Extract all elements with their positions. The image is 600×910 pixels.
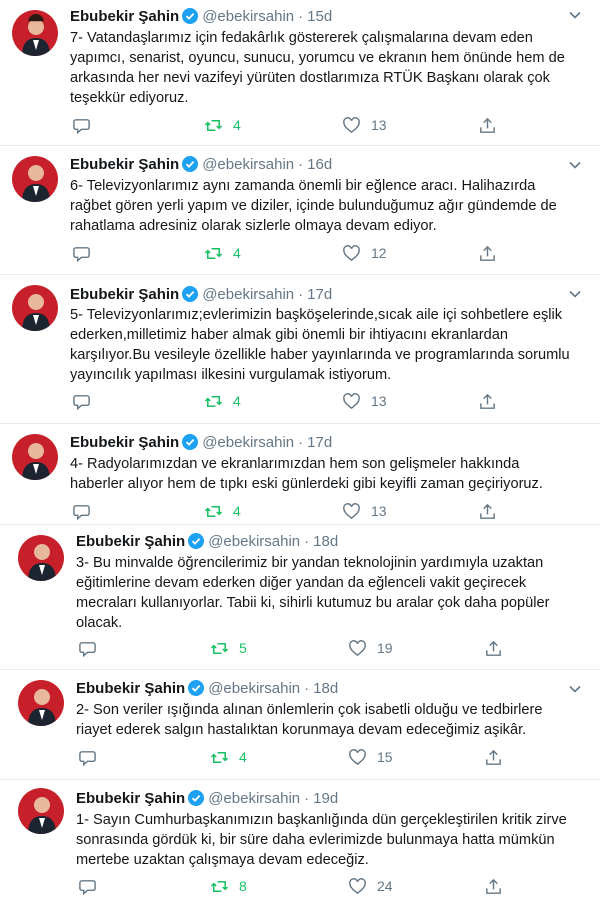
retweet-button[interactable] — [210, 746, 247, 768]
author-name[interactable]: Ebubekir Şahin — [76, 679, 186, 697]
share-icon — [478, 116, 497, 135]
author-handle[interactable]: @ebekirsahin — [202, 155, 295, 173]
verified-badge-icon — [182, 286, 198, 302]
avatar[interactable] — [12, 285, 58, 331]
tweet-time[interactable]: 17d — [307, 433, 333, 451]
tweet[interactable] — [0, 424, 600, 525]
tweet-time[interactable]: 16d — [307, 155, 333, 173]
retweet-button[interactable] — [204, 500, 241, 522]
separator-dot: · — [304, 789, 310, 807]
reply-icon — [78, 639, 97, 658]
share-icon — [484, 639, 503, 658]
verified-badge-icon — [188, 533, 204, 549]
like-count: 12 — [371, 245, 387, 261]
tweet-time[interactable]: 18d — [313, 532, 339, 550]
retweet-count: 4 — [239, 749, 247, 765]
like-count: 13 — [371, 393, 387, 409]
tweet-text: 1- Sayın Cumhurbaşkanımızın başkanlığında dün gerçekleştirilen kritik zirve sonrasında gördük ki, bir süre daha evlerimizde bulunmaya hatta mümkün mertebe uzaktan çalışmaya devam edeceğiz. — [76, 812, 567, 868]
author-handle[interactable]: @ebekirsahin — [202, 285, 295, 303]
like-button[interactable] — [348, 637, 393, 659]
retweet-icon — [204, 116, 223, 135]
tweet-text: 3- Bu minvalde öğrencilerimiz bir yandan teknolojinin yardımıyla uzaktan eğitimlerine devam ederken diğer yandan da eğlenceli vakit geçirecek mecraları kullanıyorlar. Tabii ki, sihirli kutumuz bu aralar çok daha popüler olacak. — [76, 555, 550, 631]
author-handle[interactable]: @ebekirsahin — [208, 532, 301, 550]
reply-button[interactable] — [72, 500, 91, 522]
verified-badge-icon — [188, 680, 204, 696]
retweet-count: 4 — [233, 245, 241, 261]
reply-icon — [72, 392, 91, 411]
retweet-button[interactable] — [204, 390, 241, 412]
separator-dot: · — [298, 7, 304, 25]
reply-button[interactable] — [78, 875, 97, 897]
tweet-time[interactable]: 17d — [307, 285, 333, 303]
heart-icon — [348, 748, 367, 767]
retweet-count: 8 — [239, 878, 247, 894]
tweet[interactable] — [0, 670, 600, 780]
author-name[interactable]: Ebubekir Şahin — [70, 285, 180, 303]
retweet-icon — [210, 877, 229, 896]
tweet-text: 4- Radyolarımızdan ve ekranlarımızdan hem son gelişmeler hakkında haberler alıyor hem de tıpkı eski günlerdeki gibi keyifli zaman geçiriyoruz. — [70, 456, 543, 492]
share-icon — [484, 877, 503, 896]
share-button[interactable] — [484, 746, 503, 768]
like-count: 24 — [377, 878, 393, 894]
reply-button[interactable] — [72, 390, 91, 412]
reply-button[interactable] — [72, 242, 91, 264]
heart-icon — [342, 392, 361, 411]
tweet-text: 5- Televizyonlarımız;evlerimizin başköşelerinde,sıcak aile içi sohbetlere eşlik ederken,milletimiz haber almak gibi önemli bir ihtiyacını ekranlardan karşılıyor.Bu vesileyle özellikle haber yayınlarında ve programlarında sorumlu yayıncılık yapılması ilkesini vurgulamak istiyorum. — [70, 307, 570, 383]
reply-icon — [72, 244, 91, 263]
separator-dot: · — [298, 433, 304, 451]
share-button[interactable] — [484, 637, 503, 659]
avatar[interactable] — [18, 788, 64, 834]
share-button[interactable] — [478, 500, 497, 522]
reply-icon — [78, 877, 97, 896]
tweet[interactable] — [0, 146, 600, 275]
tweet[interactable] — [0, 780, 600, 910]
heart-icon — [342, 116, 361, 135]
heart-icon — [348, 877, 367, 896]
author-handle[interactable]: @ebekirsahin — [202, 433, 295, 451]
separator-dot: · — [298, 285, 304, 303]
separator-dot: · — [304, 679, 310, 697]
avatar[interactable] — [18, 535, 64, 581]
retweet-button[interactable] — [204, 242, 241, 264]
retweet-count: 4 — [233, 503, 241, 519]
like-count: 13 — [371, 503, 387, 519]
retweet-count: 5 — [239, 640, 247, 656]
share-icon — [478, 392, 497, 411]
verified-badge-icon — [182, 8, 198, 24]
like-button[interactable] — [348, 875, 393, 897]
author-name[interactable]: Ebubekir Şahin — [70, 155, 180, 173]
share-button[interactable] — [478, 114, 497, 136]
retweet-button[interactable] — [204, 114, 241, 136]
retweet-button[interactable] — [210, 637, 247, 659]
author-handle[interactable]: @ebekirsahin — [202, 7, 295, 25]
separator-dot: · — [298, 155, 304, 173]
separator-dot: · — [304, 532, 310, 550]
heart-icon — [342, 502, 361, 521]
chevron-down-icon[interactable] — [568, 158, 582, 172]
retweet-icon — [210, 748, 229, 767]
share-icon — [478, 244, 497, 263]
avatar[interactable] — [12, 156, 58, 202]
share-icon — [484, 748, 503, 767]
verified-badge-icon — [182, 434, 198, 450]
author-handle[interactable]: @ebekirsahin — [208, 789, 301, 807]
retweet-count: 4 — [233, 393, 241, 409]
reply-button[interactable] — [78, 746, 97, 768]
author-name[interactable]: Ebubekir Şahin — [76, 789, 186, 807]
tweet-time[interactable]: 15d — [307, 7, 333, 25]
like-button[interactable] — [342, 390, 387, 412]
like-count: 13 — [371, 117, 387, 133]
tweet-text: 7- Vatandaşlarımız için fedakârlık göstererek çalışmalarına devam eden yapımcı, senarist, oyuncu, sunucu, yorumcu ve ekranın hem önünde hem de arkasında her nevi vazifeyi yürüten dostlarımıza RTÜK Başkanı olarak çok teşekkür ediyoruz. — [70, 30, 565, 106]
avatar[interactable] — [18, 680, 64, 726]
verified-badge-icon — [188, 790, 204, 806]
reply-icon — [72, 502, 91, 521]
share-button[interactable] — [484, 875, 503, 897]
author-name[interactable]: Ebubekir Şahin — [70, 433, 180, 451]
author-name[interactable]: Ebubekir Şahin — [70, 7, 180, 25]
heart-icon — [342, 244, 361, 263]
verified-badge-icon — [182, 156, 198, 172]
retweet-button[interactable] — [210, 875, 247, 897]
retweet-icon — [210, 639, 229, 658]
reply-icon — [78, 748, 97, 767]
retweet-count: 4 — [233, 117, 241, 133]
author-name[interactable]: Ebubekir Şahin — [76, 532, 186, 550]
like-button[interactable] — [342, 242, 387, 264]
tweet-text: 6- Televizyonlarımız aynı zamanda önemli bir eğlence aracı. Halihazırda rağbet gören yerli yapım ve diziler, içinde bulunduğumuz ağır gündemde de rahatlama adresiniz olarak sizlerle olmaya devam ediyor. — [70, 178, 557, 234]
share-button[interactable] — [478, 390, 497, 412]
like-count: 15 — [377, 749, 393, 765]
like-button[interactable] — [348, 746, 393, 768]
reply-button[interactable] — [78, 637, 97, 659]
retweet-icon — [204, 244, 223, 263]
retweet-icon — [204, 502, 223, 521]
chevron-down-icon[interactable] — [568, 682, 582, 696]
author-handle[interactable]: @ebekirsahin — [208, 679, 301, 697]
chevron-down-icon[interactable] — [568, 8, 582, 22]
tweet[interactable] — [0, 275, 600, 424]
heart-icon — [348, 639, 367, 658]
tweet-time[interactable]: 19d — [313, 789, 339, 807]
tweet[interactable] — [0, 525, 600, 670]
avatar[interactable] — [12, 10, 58, 56]
like-count: 19 — [377, 640, 393, 656]
like-button[interactable] — [342, 114, 387, 136]
chevron-down-icon[interactable] — [568, 287, 582, 301]
avatar[interactable] — [12, 434, 58, 480]
retweet-icon — [204, 392, 223, 411]
reply-button[interactable] — [72, 114, 91, 136]
tweet[interactable] — [0, 0, 600, 146]
like-button[interactable] — [342, 500, 387, 522]
tweet-time[interactable]: 18d — [313, 679, 339, 697]
share-icon — [478, 502, 497, 521]
share-button[interactable] — [478, 242, 497, 264]
tweet-text: 2- Son veriler ışığında alınan önlemlerin çok isabetli olduğu ve tedbirlere riayet ederek salgın hastalıktan korunmaya devam edeceğimiz aşikâr. — [76, 702, 543, 738]
reply-icon — [72, 116, 91, 135]
